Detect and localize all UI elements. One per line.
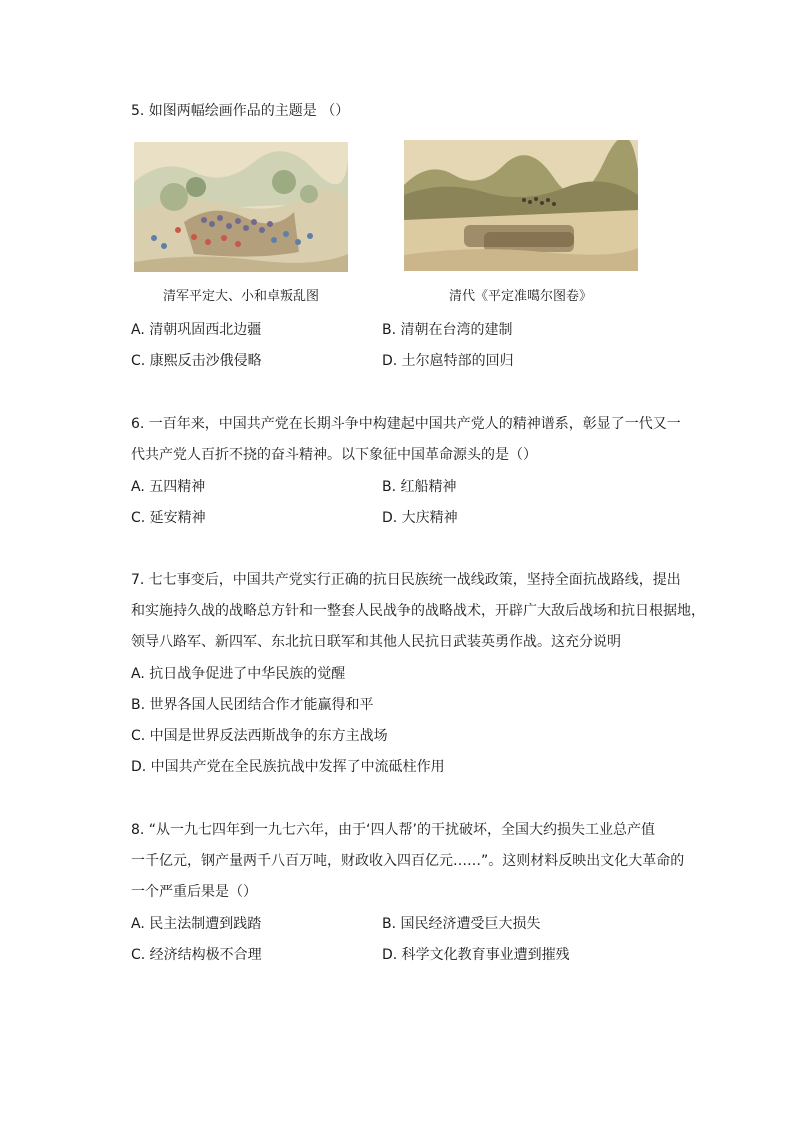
q7-stem-line-2: 和实施持久战的战略总方针和一整套人民战争的战略战术，开辟广大敌后战场和抗日根据地， (131, 603, 705, 619)
q7-stem-line-3: 领导八路军、新四军、东北抗日联军和其他人民抗日武装英勇作战。这充分说明 (131, 634, 621, 650)
q7-option-a[interactable]: A. 抗日战争促进了中华民族的觉醒 (131, 666, 346, 682)
q5-option-b[interactable]: B. 清朝在台湾的建制 (382, 322, 513, 338)
q7-stem-line-1: 7. 七七事变后，中国共产党实行正确的抗日民族统一战线政策，坚持全面抗战路线，提出 (131, 572, 681, 588)
painting-left (134, 142, 348, 272)
q5-caption-left: 清军平定大、小和卓叛乱图 (163, 289, 320, 304)
q5-option-d[interactable]: D. 土尔扈特部的回归 (382, 353, 514, 369)
q7-option-c[interactable]: C. 中国是世界反法西斯战争的东方主战场 (131, 728, 388, 744)
q8-option-d[interactable]: D. 科学文化教育事业遭到摧残 (382, 947, 570, 963)
q8-option-a[interactable]: A. 民主法制遭到践踏 (131, 916, 262, 932)
q7-option-d[interactable]: D. 中国共产党在全民族抗战中发挥了中流砥柱作用 (131, 759, 445, 775)
q5-stem: 5. 如图两幅绘画作品的主题是 （） (131, 103, 350, 119)
q6-stem-line-2: 代共产党人百折不挠的奋斗精神。以下象征中国革命源头的是（） (131, 447, 537, 463)
q5-option-a[interactable]: A. 清朝巩固西北边疆 (131, 322, 262, 338)
q8-option-b[interactable]: B. 国民经济遭受巨大损失 (382, 916, 541, 932)
q6-option-c[interactable]: C. 延安精神 (131, 510, 206, 526)
q6-option-b[interactable]: B. 红船精神 (382, 479, 457, 495)
painting-right (404, 140, 638, 271)
q5-option-c[interactable]: C. 康熙反击沙俄侵略 (131, 353, 262, 369)
q7-option-b[interactable]: B. 世界各国人民团结合作才能赢得和平 (131, 697, 374, 713)
q8-option-c[interactable]: C. 经济结构极不合理 (131, 947, 262, 963)
q8-stem-line-1: 8. “从一九七四年到一九七六年，由于‘四人帮’的干扰破坏，全国大约损失工业总产值 (131, 822, 655, 838)
q6-stem-line-1: 6. 一百年来，中国共产党在长期斗争中构建起中国共产党人的精神谱系，彰显了一代又一 (131, 416, 681, 432)
q8-stem-line-3: 一个严重后果是（） (131, 884, 257, 900)
q8-stem-line-2: 一千亿元，钢产量两千八百万吨，财政收入四百亿元……”。这则材料反映出文化大革命的 (131, 853, 685, 869)
q6-option-d[interactable]: D. 大庆精神 (382, 510, 458, 526)
q5-caption-right: 清代《平定准噶尔图卷》 (449, 289, 593, 304)
q6-option-a[interactable]: A. 五四精神 (131, 479, 206, 495)
